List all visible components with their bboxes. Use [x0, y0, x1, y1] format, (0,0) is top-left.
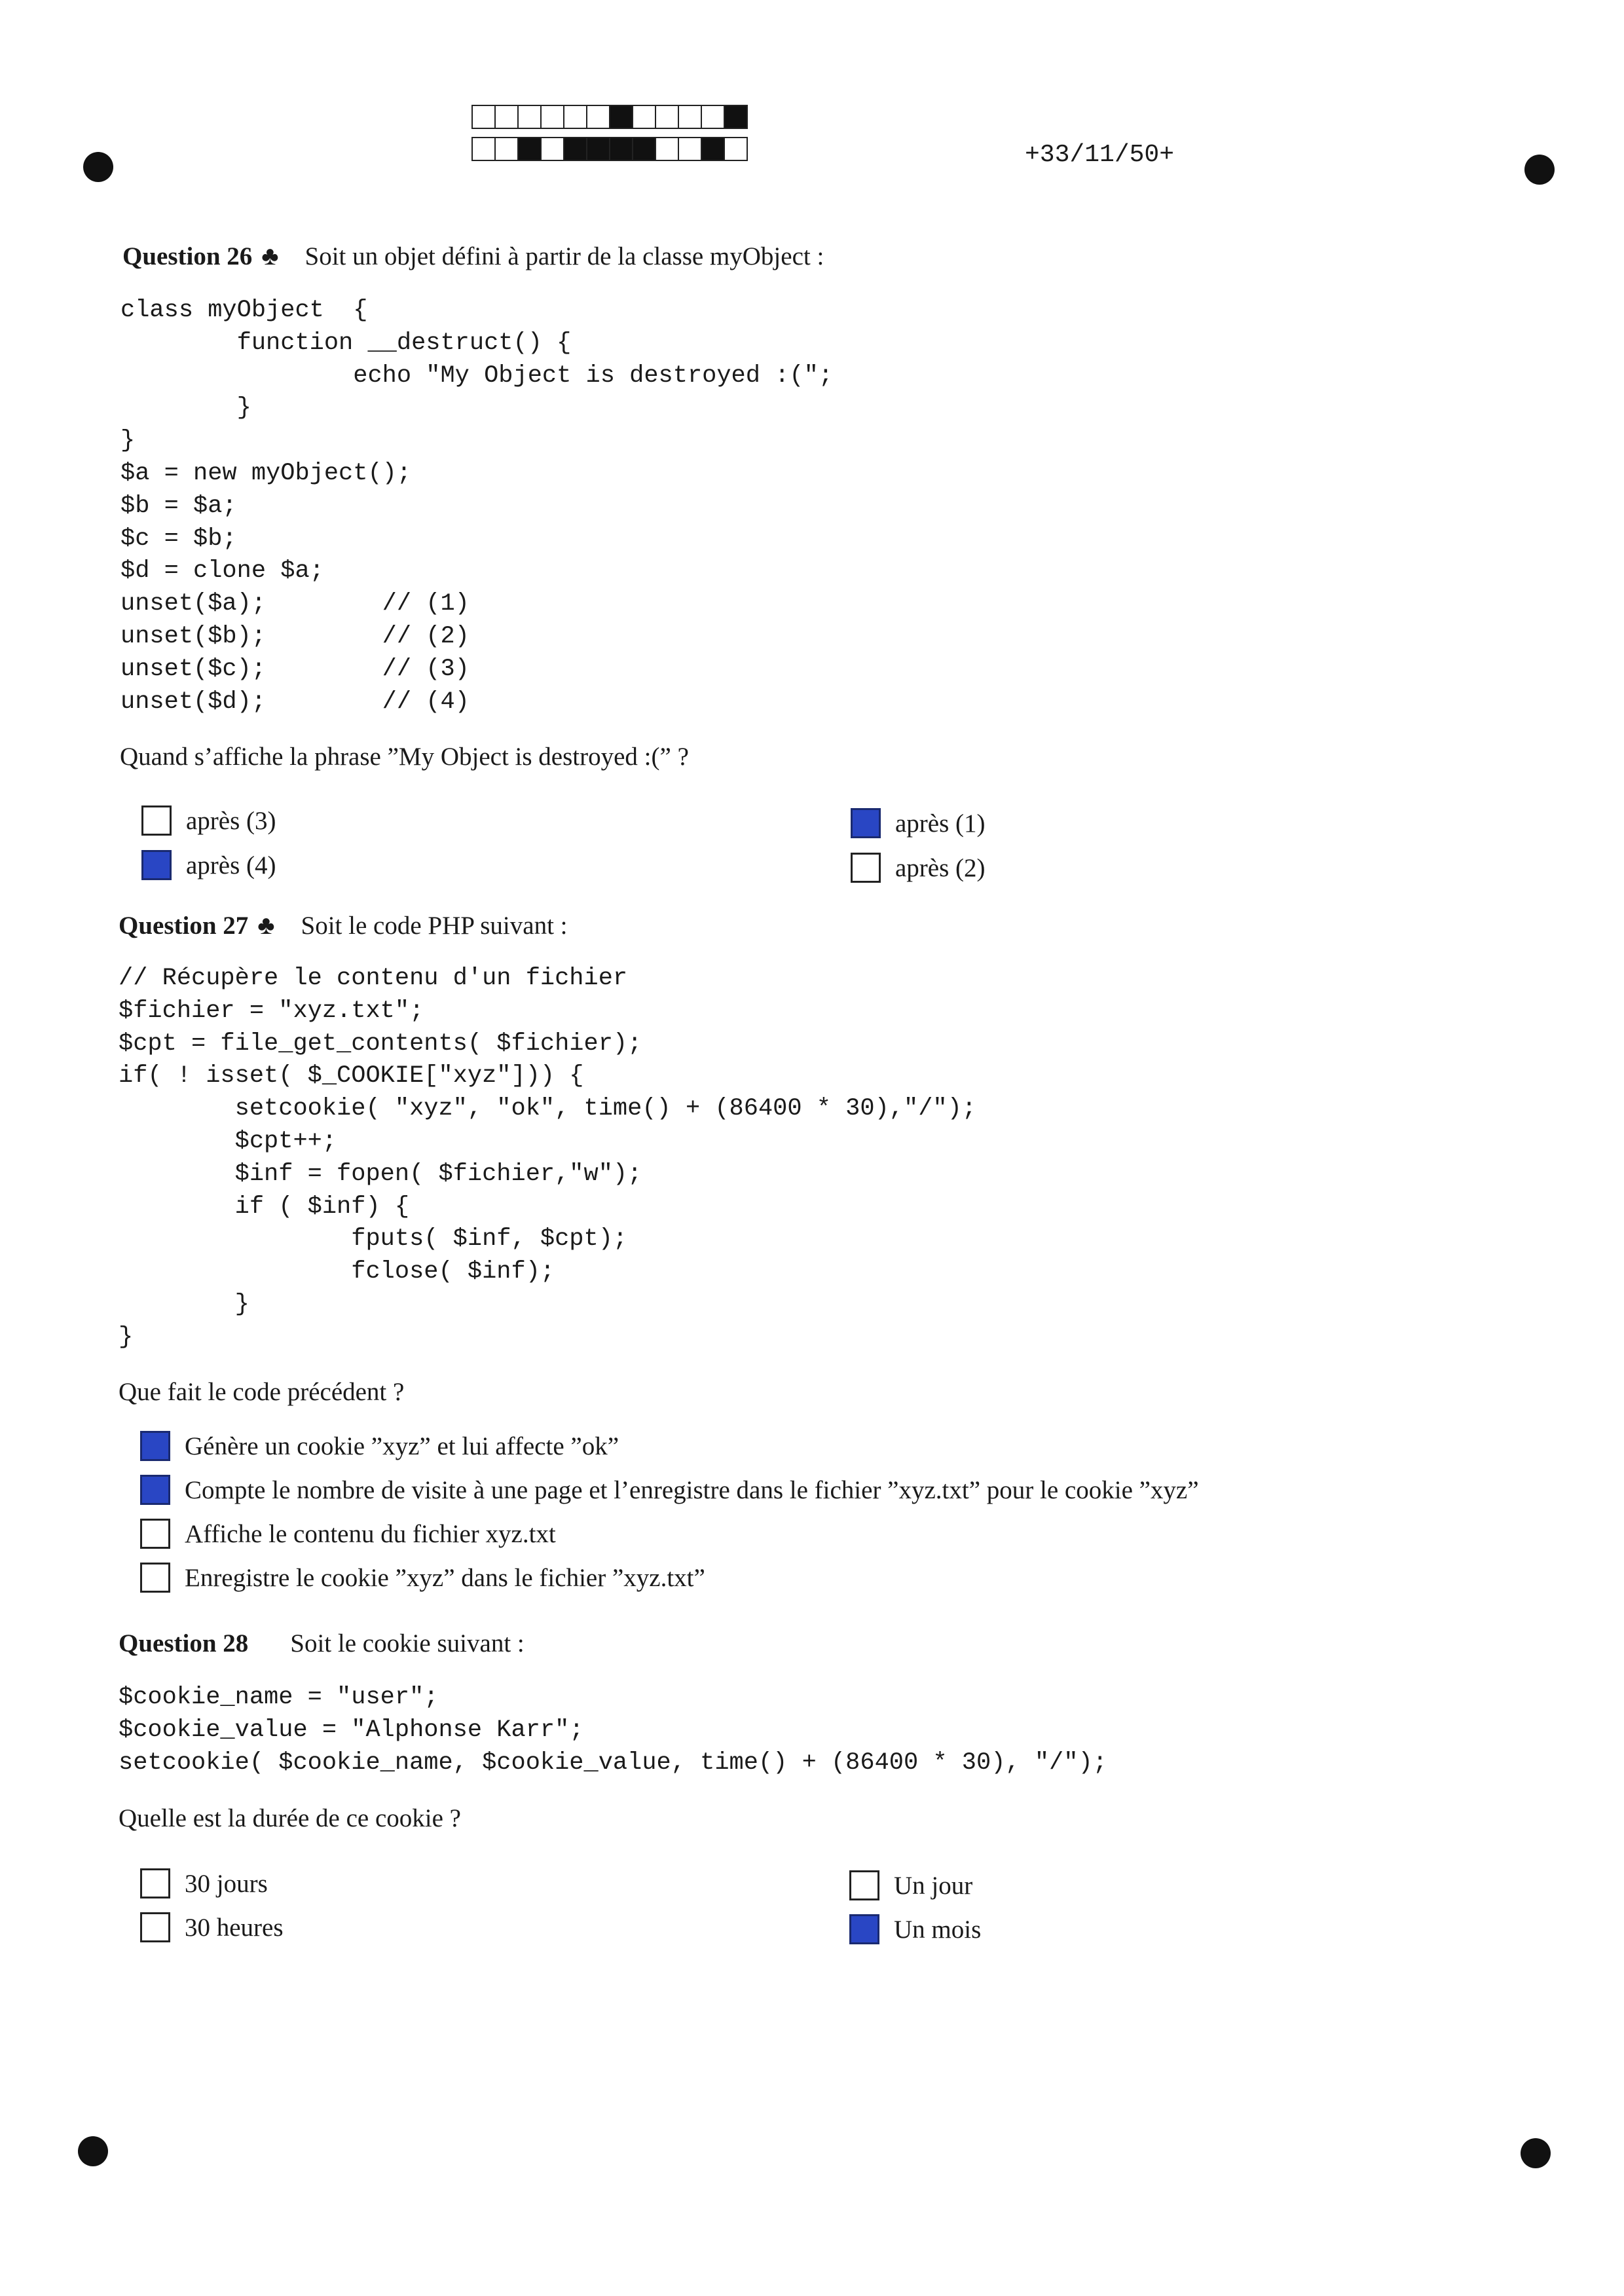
option-label: Un mois	[894, 1915, 982, 1944]
checkbox[interactable]	[849, 1870, 879, 1900]
option-label: Affiche le contenu du fichier xyz.txt	[185, 1519, 556, 1548]
barcode-cell	[655, 137, 679, 161]
barcode-cell	[586, 105, 610, 129]
checkbox[interactable]	[140, 1912, 170, 1942]
question-28-header	[119, 1629, 525, 1658]
checkbox[interactable]	[140, 1475, 170, 1505]
barcode-cell	[494, 137, 519, 161]
barcode-cell	[724, 137, 748, 161]
barcode-cell	[563, 137, 587, 161]
q27-option-3[interactable]	[140, 1519, 556, 1549]
question-26-text: Soit un objet défini à partir de la classe myObject :	[304, 242, 824, 270]
question-27-header	[119, 910, 568, 940]
option-label: Enregistre le cookie ”xyz” dans le fichier ”xyz.txt”	[185, 1563, 705, 1592]
q26-option-3[interactable]	[851, 808, 986, 838]
registration-dot-top-right	[1524, 155, 1555, 185]
barcode-cell	[701, 105, 725, 129]
q28-option-4[interactable]	[849, 1914, 981, 1944]
barcode-cell	[471, 105, 496, 129]
checkbox[interactable]	[140, 1431, 170, 1461]
option-label: Un jour	[894, 1871, 973, 1900]
barcode-cell	[678, 137, 702, 161]
barcode-cell	[471, 137, 496, 161]
option-label: Compte le nombre de visite à une page et l’enregistre dans le fichier ”xyz.txt” pour le cookie ”xyz”	[185, 1475, 1199, 1504]
barcode-cell	[655, 105, 679, 129]
club-icon: ♣	[261, 241, 279, 270]
barcode-cell	[540, 137, 564, 161]
registration-dot-top-left	[83, 152, 113, 182]
question-28-title: Question 28	[119, 1629, 249, 1657]
option-label: 30 jours	[185, 1869, 268, 1898]
checkbox[interactable]	[140, 1868, 170, 1898]
option-label: après (1)	[895, 809, 986, 838]
question-27-title: Question 27	[119, 912, 249, 940]
barcode-cell	[540, 105, 564, 129]
checkbox[interactable]	[141, 850, 172, 880]
checkbox[interactable]	[849, 1914, 879, 1944]
barcode-cell	[586, 137, 610, 161]
option-label: 30 heures	[185, 1913, 284, 1942]
barcode-cell	[678, 105, 702, 129]
question-27-code: // Récupère le contenu d'un fichier $fichier = "xyz.txt"; $cpt = file_get_contents( $fichier); if( ! isset( $_COOKIE["xyz"])) { setcookie( "xyz", "ok", time() + (86400 * 30),"/"); $cpt++; $inf = fopen( $fichier,"w"); if ( $inf) { fputs( $inf, $cpt); fclose( $inf); } }	[119, 965, 977, 1351]
q26-option-4[interactable]	[851, 853, 986, 883]
q27-option-1[interactable]	[140, 1431, 619, 1461]
q27-option-4[interactable]	[140, 1563, 705, 1593]
question-26-code: class myObject { function __destruct() { echo "My Object is destroyed :("; } } $a = new myObject(); $b = $a; $c = $b; $d = clone $a; unset($a); // (1) unset($b); // (2) unset($c); // (3) unset($d); // (4)	[120, 297, 833, 716]
question-26-title: Question 26	[122, 242, 253, 270]
barcode-cell	[609, 105, 633, 129]
question-28-text: Soit le cookie suivant :	[290, 1629, 525, 1657]
checkbox[interactable]	[851, 853, 881, 883]
checkbox[interactable]	[140, 1563, 170, 1593]
question-28-prompt: Quelle est la durée de ce cookie ?	[119, 1804, 461, 1832]
q26-option-1[interactable]	[141, 805, 276, 836]
barcode-cell	[632, 105, 656, 129]
checkbox[interactable]	[141, 805, 172, 836]
barcode-row-2	[471, 137, 747, 161]
registration-dot-bottom-right	[1521, 2138, 1551, 2168]
question-28-code: $cookie_name = "user"; $cookie_value = "Alphonse Karr"; setcookie( $cookie_name, $cookie_value, time() + (86400 * 30), "/");	[119, 1684, 1107, 1777]
barcode-cell	[517, 137, 542, 161]
barcode-row-1	[471, 105, 747, 129]
barcode-cell	[609, 137, 633, 161]
page-id: +33/11/50+	[1025, 141, 1175, 169]
option-label: après (3)	[186, 806, 276, 835]
q28-option-1[interactable]	[140, 1868, 268, 1898]
barcode-cell	[632, 137, 656, 161]
q27-option-2[interactable]	[140, 1475, 1199, 1505]
registration-dot-bottom-left	[78, 2136, 108, 2166]
q26-option-2[interactable]	[141, 850, 276, 880]
barcode-cell	[517, 105, 542, 129]
q28-option-3[interactable]	[849, 1870, 972, 1900]
checkbox[interactable]	[851, 808, 881, 838]
option-label: Génère un cookie ”xyz” et lui affecte ”ok”	[185, 1432, 619, 1460]
barcode-cell	[701, 137, 725, 161]
q28-option-2[interactable]	[140, 1912, 284, 1942]
option-label: après (4)	[186, 851, 276, 880]
barcode-cell	[563, 105, 587, 129]
question-26-prompt: Quand s’affiche la phrase ”My Object is destroyed :(” ?	[120, 743, 689, 771]
question-27-text: Soit le code PHP suivant :	[301, 912, 568, 940]
question-27-prompt: Que fait le code précédent ?	[119, 1378, 405, 1406]
barcode-cell	[494, 105, 519, 129]
option-label: après (2)	[895, 853, 986, 882]
club-icon: ♣	[257, 910, 275, 940]
checkbox[interactable]	[140, 1519, 170, 1549]
barcode-cell	[724, 105, 748, 129]
question-26-header	[122, 240, 824, 271]
